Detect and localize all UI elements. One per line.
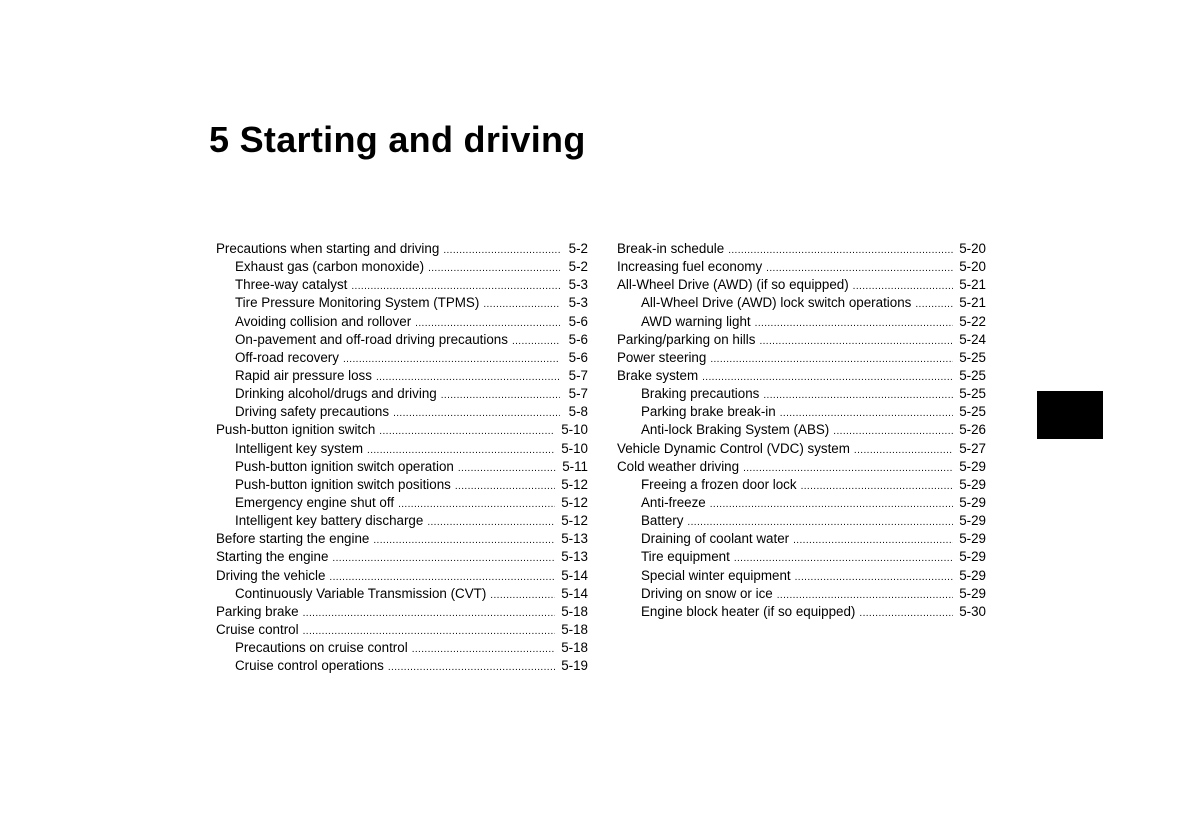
- toc-entry-page: 5-25: [959, 367, 986, 383]
- toc-entry[interactable]: [216, 567, 588, 585]
- toc-subentry[interactable]: [216, 494, 588, 512]
- toc-entry-label: Driving safety precautions: [235, 404, 390, 420]
- toc-entry-page: 5-13: [561, 549, 588, 565]
- toc-entry-page: 5-12: [561, 513, 588, 529]
- toc-entry-label: Starting the engine: [216, 549, 329, 565]
- toc-entry-page: 5-2: [568, 241, 588, 256]
- toc-dot-leader: [443, 242, 560, 260]
- toc-entry-page: 5-7: [568, 386, 588, 402]
- toc-dot-leader: [859, 605, 953, 623]
- toc-entry-label: Before starting the engine: [216, 531, 370, 547]
- toc-entry-page: 5-29: [959, 585, 986, 601]
- toc-entry-page: 5-12: [561, 494, 588, 510]
- toc-entry-label: Draining of coolant water: [641, 531, 790, 547]
- toc-entry-label: Precautions when starting and driving: [216, 241, 440, 256]
- toc-entry[interactable]: [216, 603, 588, 621]
- toc-entry-label: Push-button ignition switch: [216, 422, 376, 438]
- toc-entry[interactable]: [617, 440, 986, 458]
- toc-subentry[interactable]: [216, 476, 588, 494]
- toc-entry-page: 5-6: [568, 331, 588, 347]
- toc-dot-leader: [833, 423, 953, 441]
- toc-entry[interactable]: [617, 367, 986, 385]
- toc-subentry[interactable]: [617, 421, 986, 439]
- toc-entry[interactable]: [216, 530, 588, 548]
- toc-entry-label: Push-button ignition switch operation: [235, 458, 454, 474]
- toc-subentry[interactable]: [216, 276, 588, 294]
- toc-entry[interactable]: [617, 331, 986, 349]
- toc-entry-page: 5-29: [959, 567, 986, 583]
- toc-entry-page: 5-29: [959, 494, 986, 510]
- toc-entry-page: 5-24: [959, 331, 986, 347]
- toc-dot-leader: [455, 478, 555, 496]
- toc-entry-page: 5-30: [959, 603, 986, 619]
- toc-subentry[interactable]: [216, 258, 588, 276]
- toc-entry[interactable]: [617, 240, 986, 258]
- toc-entry-page: 5-29: [959, 458, 986, 474]
- toc-dot-leader: [441, 387, 560, 405]
- toc-entry-label: Intelligent key system: [235, 440, 364, 456]
- toc-entry-label: Power steering: [617, 349, 707, 365]
- toc-subentry[interactable]: [617, 567, 986, 585]
- toc-entry-label: Increasing fuel economy: [617, 259, 763, 275]
- toc-subentry[interactable]: [617, 294, 986, 312]
- toc-subentry[interactable]: [216, 639, 588, 657]
- toc-entry-label: Cruise control operations: [235, 658, 384, 674]
- toc-dot-leader: [854, 442, 953, 460]
- toc-entry-page: 5-3: [568, 277, 588, 293]
- toc-dot-leader: [379, 423, 555, 441]
- toc-entry-page: 5-10: [561, 422, 588, 438]
- toc-subentry[interactable]: [216, 458, 588, 476]
- toc-entry-page: 5-29: [959, 531, 986, 547]
- toc-entry-label: Parking brake break-in: [641, 404, 776, 420]
- toc-dot-leader: [490, 587, 555, 605]
- toc-entry-page: 5-25: [959, 386, 986, 402]
- toc-subentry[interactable]: [216, 385, 588, 403]
- toc-entry[interactable]: [216, 548, 588, 566]
- toc-subentry[interactable]: [617, 585, 986, 603]
- toc-entry-label: Parking/parking on hills: [617, 331, 756, 347]
- toc-entry-page: 5-18: [561, 603, 588, 619]
- toc-entry-page: 5-14: [561, 567, 588, 583]
- toc-column-left: [216, 240, 588, 675]
- toc-subentry[interactable]: [617, 313, 986, 331]
- toc-entry[interactable]: [617, 349, 986, 367]
- toc-subentry[interactable]: [216, 512, 588, 530]
- toc-dot-leader: [915, 296, 953, 314]
- toc-entry-page: 5-18: [561, 621, 588, 637]
- toc-entry-page: 5-25: [959, 404, 986, 420]
- toc-dot-leader: [373, 532, 555, 550]
- chapter-thumb-tab: [1037, 391, 1103, 439]
- toc-subentry[interactable]: [216, 294, 588, 312]
- toc-entry-page: 5-22: [959, 313, 986, 329]
- toc-dot-leader: [763, 387, 953, 405]
- toc-entry-label: AWD warning light: [641, 313, 751, 329]
- toc-subentry[interactable]: [216, 331, 588, 349]
- toc-dot-leader: [793, 532, 953, 550]
- toc-entry-label: Engine block heater (if so equipped): [641, 603, 856, 619]
- toc-entry-label: Vehicle Dynamic Control (VDC) system: [617, 440, 850, 456]
- toc-dot-leader: [458, 460, 556, 478]
- toc-entry-label: Driving on snow or ice: [641, 585, 773, 601]
- toc-dot-leader: [427, 514, 555, 532]
- toc-subentry[interactable]: [617, 494, 986, 512]
- toc-subentry[interactable]: [216, 403, 588, 421]
- toc-subentry[interactable]: [216, 440, 588, 458]
- toc-subentry[interactable]: [617, 512, 986, 530]
- toc-entry-label: Exhaust gas (carbon monoxide): [235, 259, 425, 275]
- toc-dot-leader: [393, 405, 560, 423]
- toc-entry-label: Emergency engine shut off: [235, 494, 395, 510]
- toc-subentry[interactable]: [216, 657, 588, 675]
- toc-entry-label: Tire Pressure Monitoring System (TPMS): [235, 295, 480, 311]
- toc-entry-label: Off-road recovery: [235, 349, 339, 365]
- toc-entry-label: Anti-freeze: [641, 494, 706, 510]
- toc-dot-leader: [303, 605, 556, 623]
- toc-entry-label: Cold weather driving: [617, 458, 740, 474]
- toc-entry-label: Tire equipment: [641, 549, 730, 565]
- toc-subentry[interactable]: [617, 548, 986, 566]
- toc-subentry[interactable]: [216, 367, 588, 385]
- toc-entry-label: Battery: [641, 513, 684, 529]
- toc-column-right: [617, 240, 986, 621]
- toc-dot-leader: [759, 333, 953, 351]
- toc-subentry[interactable]: [216, 349, 588, 367]
- toc-dot-leader: [483, 296, 560, 314]
- toc-entry-page: 5-26: [959, 422, 986, 438]
- toc-dot-leader: [710, 496, 953, 514]
- toc-entry-label: All-Wheel Drive (AWD) lock switch operations: [641, 295, 912, 311]
- toc-dot-leader: [710, 351, 953, 369]
- toc-entry-page: 5-2: [568, 259, 588, 275]
- toc-dot-leader: [512, 333, 560, 351]
- toc-dot-leader: [795, 569, 954, 587]
- toc-entry-label: Brake system: [617, 367, 699, 383]
- toc-entry-page: 5-14: [561, 585, 588, 601]
- toc-subentry[interactable]: [617, 385, 986, 403]
- toc-entry-page: 5-7: [568, 367, 588, 383]
- toc-entry-label: Continuously Variable Transmission (CVT): [235, 585, 487, 601]
- toc-entry-label: Drinking alcohol/drugs and driving: [235, 386, 437, 402]
- toc-entry-label: Special winter equipment: [641, 567, 791, 583]
- toc-subentry[interactable]: [617, 476, 986, 494]
- toc-dot-leader: [343, 351, 560, 369]
- toc-entry-label: Cruise control: [216, 621, 299, 637]
- toc-entry-page: 5-6: [568, 349, 588, 365]
- toc-entry[interactable]: [617, 458, 986, 476]
- toc-entry-label: Freeing a frozen door lock: [641, 476, 797, 492]
- toc-entry-page: 5-13: [561, 531, 588, 547]
- toc-entry-page: 5-27: [959, 440, 986, 456]
- toc-entry-page: 5-29: [959, 549, 986, 565]
- toc-entry-label: Intelligent key battery discharge: [235, 513, 424, 529]
- toc-dot-leader: [332, 550, 555, 568]
- toc-entry-page: 5-8: [568, 404, 588, 420]
- toc-dot-leader: [428, 260, 560, 278]
- toc-entry-page: 5-18: [561, 640, 588, 656]
- toc-entry-label: Avoiding collision and rollover: [235, 313, 412, 329]
- toc-dot-leader: [388, 659, 555, 677]
- toc-entry-label: All-Wheel Drive (AWD) (if so equipped): [617, 277, 849, 293]
- toc-entry-page: 5-12: [561, 476, 588, 492]
- toc-entry-page: 5-29: [959, 513, 986, 529]
- toc-entry-page: 5-21: [959, 277, 986, 293]
- chapter-title: 5 Starting and driving: [209, 119, 586, 160]
- toc-entry-page: 5-11: [562, 458, 588, 474]
- toc-subentry[interactable]: [617, 530, 986, 548]
- toc-subentry[interactable]: [617, 403, 986, 421]
- toc-entry-page: 5-3: [568, 295, 588, 311]
- toc-entry-page: 5-10: [561, 440, 588, 456]
- toc-entry-page: 5-25: [959, 349, 986, 365]
- toc-entry-page: 5-6: [568, 313, 588, 329]
- toc-entry-label: On-pavement and off-road driving precautions: [235, 331, 508, 347]
- toc-subentry[interactable]: [216, 313, 588, 331]
- toc-entry-page: 5-29: [959, 476, 986, 492]
- toc-entry-page: 5-20: [959, 241, 986, 256]
- toc-entry-label: Anti-lock Braking System (ABS): [641, 422, 830, 438]
- toc-subentry[interactable]: [216, 585, 588, 603]
- toc-entry[interactable]: [216, 240, 588, 258]
- toc-entry[interactable]: [216, 421, 588, 439]
- toc-entry-label: Parking brake: [216, 603, 299, 619]
- toc-entry-label: Rapid air pressure loss: [235, 367, 372, 383]
- toc-entry-label: Break-in schedule: [617, 241, 725, 256]
- toc-entry[interactable]: [216, 621, 588, 639]
- toc-entry[interactable]: [617, 276, 986, 294]
- toc-entry-page: 5-20: [959, 259, 986, 275]
- toc-entry-label: Push-button ignition switch positions: [235, 476, 451, 492]
- toc-entry-label: Precautions on cruise control: [235, 640, 408, 656]
- toc-entry-page: 5-19: [561, 658, 588, 674]
- toc-subentry[interactable]: [617, 603, 986, 621]
- toc-entry[interactable]: [617, 258, 986, 276]
- toc-entry-label: Braking precautions: [641, 386, 760, 402]
- toc-entry-label: Three-way catalyst: [235, 277, 348, 293]
- toc-entry-page: 5-21: [959, 295, 986, 311]
- toc-dot-leader: [412, 641, 556, 659]
- toc-dot-leader: [801, 478, 954, 496]
- toc-entry-label: Driving the vehicle: [216, 567, 326, 583]
- toc-dot-leader: [755, 315, 954, 333]
